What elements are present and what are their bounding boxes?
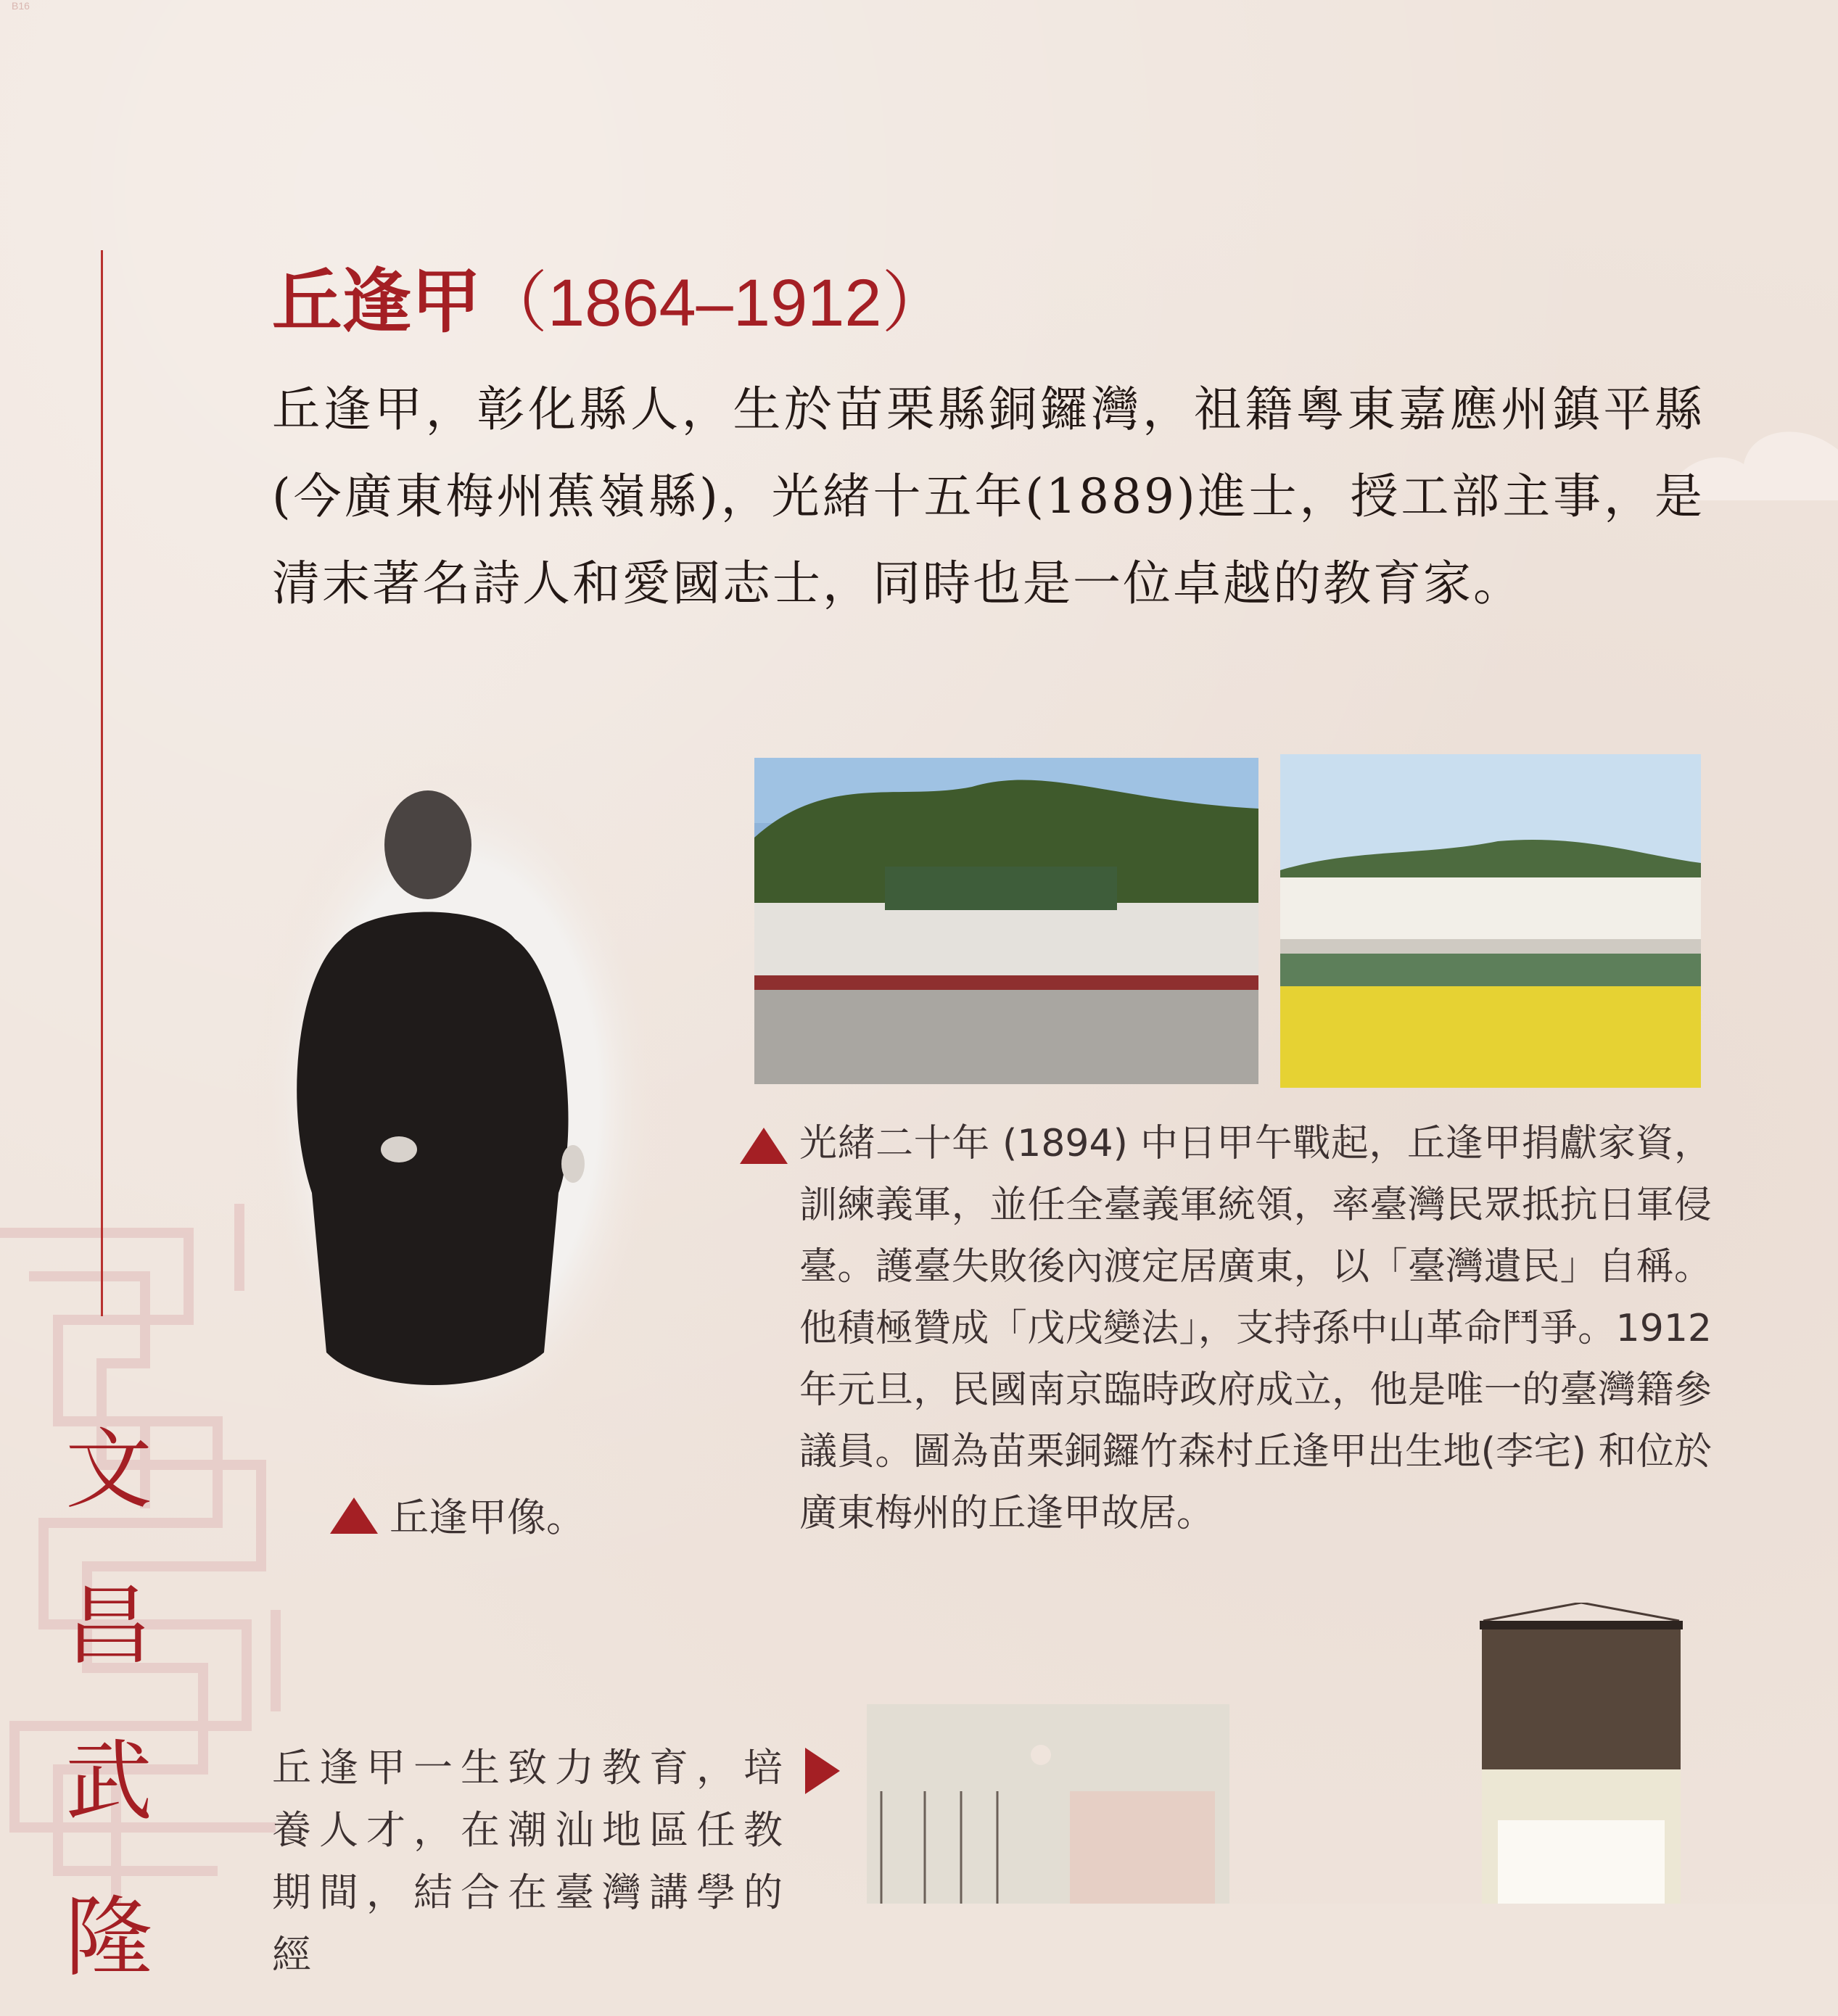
triangle-marker-icon <box>740 1128 788 1164</box>
vertical-title-char: 昌 <box>65 1576 152 1677</box>
portrait-caption <box>330 1487 585 1542</box>
vertical-divider <box>101 250 103 1316</box>
page-title <box>272 247 949 346</box>
former-residence-photo <box>1280 754 1701 1088</box>
birthplace-photo <box>754 758 1258 1084</box>
portrait-caption-text: 丘逢甲像。 <box>390 1495 585 1540</box>
intro-paragraph: 丘逢甲，彰化縣人，生於苗栗縣銅鑼灣，祖籍粵東嘉應州鎮平縣(今廣東梅州蕉嶺縣)，光緒十五年(1889)進士，授工部主事，是清末著名詩人和愛國志士，同時也是一位卓越的教育家。 <box>272 381 1705 611</box>
vertical-title-char: 文 <box>65 1420 152 1521</box>
photos-caption <box>740 1113 1712 1545</box>
hanging-scroll-image <box>1476 1603 1686 1904</box>
photos-caption-text: 光緒二十年 (1894) 中日甲午戰起，丘逢甲捐獻家資，訓練義軍，並任全臺義軍統領，率臺灣民眾抵抗日軍侵臺。護臺失敗後內渡定居廣東，以「臺灣遺民」自稱。他積極贊成「戊戌變法」，支持孫中山革命鬥爭。1912年元旦，民國南京臨時政府成立，他是唯一的臺灣籍參議員。圖為苗栗銅鑼竹森村丘逢甲出生地(李宅) 和位於廣東梅州的丘逢甲故居。 <box>799 1122 1712 1535</box>
title-dates: （1864–1912） <box>481 266 949 340</box>
vertical-title-char: 武 <box>65 1732 152 1833</box>
vertical-section-title <box>62 1392 156 2016</box>
triangle-marker-icon <box>330 1497 378 1534</box>
old-document-image <box>867 1704 1229 1904</box>
portrait-photo <box>254 758 660 1447</box>
education-paragraph: 丘逢甲一生致力教育，培養人才，在潮汕地區任教期間，結合在臺灣講學的經 <box>272 1745 787 1978</box>
title-name: 丘逢甲 <box>272 260 481 342</box>
page-number: B16 <box>12 0 30 12</box>
arrow-right-icon <box>805 1748 840 1794</box>
vertical-title-char: 隆 <box>65 1888 152 1988</box>
